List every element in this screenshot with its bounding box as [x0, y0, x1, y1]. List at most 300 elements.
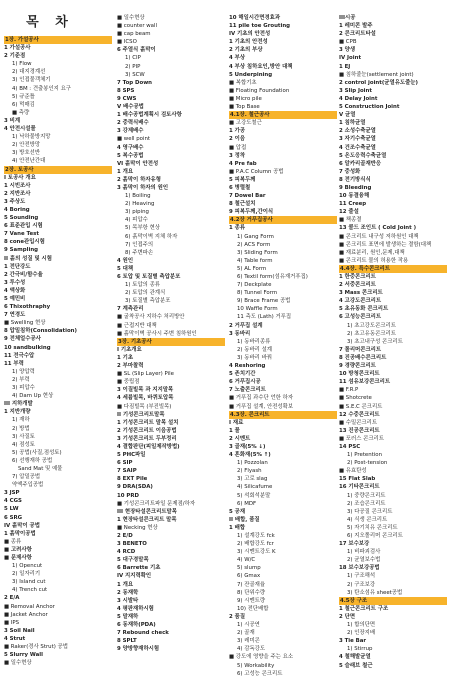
toc-entry: 3 양생	[339, 47, 356, 54]
toc-entry: 3 BENETO	[117, 541, 147, 548]
toc-entry: 3) 초고내구성 콘크리트	[347, 338, 403, 345]
toc-entry: 6 고성능콘크리트	[339, 314, 382, 321]
toc-entry: 1 개요	[117, 168, 134, 175]
toc-entry: 7 Dowel Bar	[229, 193, 266, 200]
toc-entry: I 재료	[229, 419, 244, 426]
toc-entry: 7 Rebound check	[117, 630, 169, 637]
toc-entry: 6) MDF	[237, 500, 257, 507]
chapter-heading: 3장. 기초공사	[117, 338, 225, 346]
toc-entry: 1) CIP	[125, 55, 141, 62]
toc-entry: 1) 낙하물방지망	[12, 134, 51, 141]
toc-entry: ■ F.R.P	[339, 387, 359, 394]
toc-entry: 2 거푸집 설계	[229, 322, 263, 329]
toc-column-3	[229, 14, 337, 678]
toc-entry: 3) 동바리 바꿔	[237, 354, 272, 361]
toc-entry: 8 SPS	[117, 87, 135, 94]
toc-entry: 7 연경도	[4, 312, 26, 319]
toc-entry: 1) 초고강도콘크리트	[347, 322, 396, 329]
toc-entry: 9 전체얼수공사	[4, 336, 41, 343]
toc-entry: 2) 부력	[12, 376, 30, 383]
toc-entry: 3 강제배수	[117, 128, 144, 135]
toc-entry: 3 Tie Bar	[339, 638, 367, 645]
toc-entry: 9) 시멘트량	[237, 597, 266, 604]
toc-entry: ■ 콘크리트 표면에 발생하는 결함(대책	[339, 241, 432, 248]
toc-entry: Sand Mat 및 예물	[18, 465, 63, 472]
toc-entry: 3) 레미콘	[237, 638, 260, 645]
toc-entry: 1) 중량콘크리트	[347, 492, 386, 499]
toc-entry: 1) 구조해석	[347, 573, 376, 580]
toc-entry: 4 부상	[229, 55, 246, 62]
toc-entry: 5) 공법(사질,점성토)	[12, 449, 62, 456]
toc-entry: 1 지반개량	[4, 409, 31, 416]
toc-entry: 2 기초의 부상	[229, 47, 263, 54]
toc-entry: 6 SRG	[4, 514, 23, 521]
toc-entry: 5 예민비	[4, 296, 26, 302]
toc-entry: 1) 시공연	[237, 622, 260, 629]
toc-entry: 2) Post-tension	[347, 460, 388, 467]
toc-entry: ■ Top Base	[229, 104, 260, 111]
toc-entry: ■ 근접지반 대책	[117, 322, 157, 329]
toc-entry: ■ 책종결	[339, 217, 362, 224]
toc-entry: 3 흙막이 하자의 원인	[117, 184, 169, 191]
toc-entry: ■ 고강도철근	[229, 120, 262, 127]
chapter-heading: 2장. 토공사	[4, 166, 112, 174]
toc-entry: 1 EJ	[339, 63, 351, 70]
toc-entry: 4) 점성토	[12, 441, 35, 448]
toc-entry: II 기성콘크리트말목	[117, 411, 165, 418]
toc-entry: 1 배합	[229, 524, 246, 531]
toc-entry: 2 기성콘크리트 이음공법	[117, 427, 177, 434]
toc-entry: 4 고강도콘크리트	[339, 298, 382, 305]
toc-entry: 1 한중콘크리트	[339, 274, 376, 280]
toc-entry: ■ 재료분리, 원인,문제,대책	[339, 249, 405, 256]
toc-entry: 14 PSC	[339, 443, 361, 450]
toc-entry: ■ 거푸집 과수단 언한 하자	[229, 395, 294, 402]
toc-entry: 6 Thixothraphy	[4, 304, 51, 311]
toc-entry: 7) 압밀공법	[12, 474, 41, 481]
toc-column-2	[117, 14, 225, 653]
toc-entry: 9) Brace Frame 공법	[237, 298, 291, 305]
toc-entry: 5) Workability	[237, 662, 275, 669]
toc-entry: 2) 일자리기	[12, 571, 41, 578]
toc-entry: 1 종류	[229, 225, 246, 232]
toc-entry: ■ Raker(경사 Strut) 공법	[4, 644, 68, 651]
toc-entry: ■ 문제사항	[4, 555, 32, 561]
toc-entry: 8) 주변파손	[125, 249, 154, 256]
toc-entry: 1 현장타설콘크리트 말목	[117, 516, 177, 523]
toc-entry: 9 경량콘크리트	[339, 363, 376, 370]
toc-entry: 2) 배합강도 fcr	[237, 541, 274, 548]
toc-entry: ■ 콘크리트 내구성 저하원인 대책	[339, 233, 419, 240]
toc-entry: 10 방청콘크리트	[339, 371, 380, 378]
toc-entry: 2 중력식배수	[117, 120, 149, 127]
toc-entry: 3) Sliding Form	[237, 249, 278, 256]
toc-entry: 3 이질빌목 과 지지말목	[117, 387, 174, 394]
toc-entry: 5) 자기치유 콘크리트	[347, 524, 398, 531]
toc-entry: 5 온도응력수축균열	[339, 152, 387, 159]
toc-entry: 4 Delay Joint	[339, 95, 378, 102]
toc-entry: 3) 사질토	[12, 433, 35, 440]
toc-entry: 12 줄설	[339, 209, 359, 216]
toc-entry: 3) Island cut	[12, 579, 46, 586]
toc-entry: 9 Bleeding	[339, 184, 372, 191]
toc-entry: III 지하개발	[4, 401, 33, 408]
toc-entry: 5 공재	[229, 508, 246, 515]
toc-entry: 4) Silicafume	[237, 484, 273, 491]
toc-entry: 8 cone관입시험	[4, 239, 45, 246]
toc-entry: 4) Table form	[237, 257, 273, 264]
toc-entry: 7 중성화	[339, 168, 361, 175]
toc-entry: 1 침하균열	[339, 120, 366, 127]
toc-entry: 1 가설공사	[4, 45, 31, 52]
toc-entry: 10 sandbulking	[4, 344, 51, 351]
toc-entry: 1 시빈조사	[4, 182, 31, 189]
toc-entry: 2 시멘트	[229, 435, 251, 442]
toc-entry: 4 안전시설물	[4, 126, 36, 133]
toc-entry: 8 전기방식식	[339, 176, 371, 183]
toc-entry: 5 대책	[117, 265, 134, 272]
toc-entry: 1) 양압력	[12, 368, 35, 375]
toc-entry: V 배수공법	[117, 104, 144, 111]
toc-entry: 12 수중콘크리트	[339, 411, 380, 418]
toc-entry: 9 Sampling	[4, 247, 39, 254]
toc-entry: 1 기초의 안전성	[229, 39, 268, 46]
toc-entry: 4) Trench cut	[12, 587, 48, 594]
toc-entry: ■ CPB	[339, 39, 357, 46]
toc-entry: 6) Gmax	[237, 573, 261, 580]
toc-entry: 5) 석회석분말	[237, 492, 271, 499]
toc-entry: 9 양방향재하시험	[117, 646, 160, 653]
toc-entry: 4 CGS	[4, 498, 22, 505]
toc-entry: IV 기초의 안전성	[229, 31, 271, 38]
toc-entry: 4 철해발균열	[339, 654, 371, 661]
toc-entry: 1) 합의단면	[347, 622, 376, 629]
toc-entry: 6) 흙막이벽 지체 하자	[125, 233, 178, 240]
toc-entry: II 흙의 성질 및 시험	[4, 255, 52, 262]
toc-entry: 6 알카리골재반응	[339, 160, 382, 167]
toc-column-4	[339, 14, 447, 670]
toc-entry: 6) 고성능 콘크리트	[237, 670, 283, 677]
toc-entry: ■ 일수현상	[117, 15, 145, 21]
toc-entry: 1 기성콘크리트 말목 설치	[117, 419, 179, 426]
toc-entry: 1 물	[229, 427, 240, 434]
chapter-heading: 4.5장 구조	[339, 597, 447, 605]
toc-entry: 5 Underpining	[229, 71, 273, 78]
toc-entry: 3) 인접물객체기	[12, 77, 51, 84]
toc-entry: 4 Reshoring	[229, 363, 266, 370]
toc-entry: 2 품질	[229, 613, 246, 620]
toc-entry: 5 존치기간	[229, 371, 256, 378]
toc-entry: 4 액상화	[4, 287, 26, 294]
toc-entry: 2 E/D	[117, 533, 133, 539]
chapter-heading: 4.3장. 콘크리트	[229, 411, 337, 419]
toc-entry: 1) Pozzolan	[237, 460, 268, 467]
toc-entry: 11 섬유보강콘크리트	[339, 379, 391, 386]
toc-entry: 4 RCD	[117, 549, 136, 556]
toc-entry: 1 흙막이공법	[4, 530, 36, 537]
toc-entry: 2 서중콘크리트	[339, 282, 376, 289]
toc-entry: 11 pile toe Grouting	[229, 23, 291, 30]
toc-entry: VI 흙막이 안전성	[117, 160, 159, 167]
toc-entry: ■ ICSO	[117, 39, 137, 46]
toc-entry: 6 주열식 흙막이	[117, 47, 156, 54]
toc-entry: 1 철근콘크리트 구조	[339, 605, 389, 612]
toc-entry: 2 이음	[229, 136, 246, 143]
toc-entry: 2 단면	[339, 613, 356, 620]
toc-entry: 6 표준관입 시험	[4, 223, 43, 230]
chapter-heading: 4.4장. 특수콘크리트	[339, 265, 447, 273]
toc-entry: ■ SL (Slip Layer) Pile	[117, 371, 174, 378]
toc-entry: 2) 토압의 관계식	[125, 290, 166, 297]
toc-entry: 2) ACS Form	[237, 241, 271, 248]
toc-entry: 5 말재하	[117, 613, 139, 620]
toc-entry: 3) 고로 slag	[237, 476, 268, 483]
toc-entry: 6 병렬철	[229, 184, 251, 191]
toc-entry: 3 Soil Nail	[4, 627, 35, 634]
toc-entry: 18 보수보강공법	[339, 565, 380, 572]
toc-entry: ■ 콘크리트 물의 허용한 작용	[339, 257, 409, 264]
page-title: 목 차	[26, 15, 74, 30]
toc-entry: 4 세륨빌목, 바퀴토압목	[117, 395, 174, 402]
toc-entry: 1) 동바리종류	[237, 338, 271, 345]
toc-entry: 1) 토압의 종류	[125, 282, 160, 289]
toc-entry: 8 철근설치	[229, 201, 256, 208]
toc-entry: ■ Micro pile	[229, 95, 262, 102]
toc-entry: 2) Heaving	[125, 201, 155, 208]
toc-entry: 10 Waffle Form	[237, 306, 278, 313]
toc-entry: II 배합, 품질	[229, 516, 260, 523]
toc-entry: 11 Creep	[339, 201, 367, 208]
toc-entry: 2 control joint(균열유도줄눈)	[339, 79, 419, 86]
toc-entry: ■ 복합기초	[229, 79, 257, 86]
toc-entry: 5 슬래브 철근	[339, 662, 373, 669]
toc-entry: 6 토압 및 토질별 측압분포	[117, 274, 181, 280]
toc-entry: 5 초유동화 콘크리트	[339, 306, 389, 313]
toc-entry: 9 CWS	[117, 95, 137, 102]
toc-entry: 2 콘크리트타설	[339, 31, 376, 38]
toc-entry: 2) 대지경계선	[12, 69, 46, 76]
toc-entry: 2 소성수축균열	[339, 128, 376, 135]
toc-entry: IV 지지력확인	[117, 573, 152, 580]
toc-entry: 1) Flow	[12, 61, 32, 68]
toc-entry: 4) 감독강도	[237, 646, 266, 653]
toc-entry: 4 영구배수	[117, 144, 144, 151]
chapter-heading: 4.1장. 철근공사	[229, 111, 337, 119]
toc-entry: 3) 시멘트강도 K	[237, 549, 276, 556]
toc-entry: 2) Flyash	[237, 468, 262, 475]
toc-entry: 1) 비파괴검사	[347, 549, 381, 556]
toc-entry: ■ Shotcrete	[339, 395, 372, 402]
toc-entry: 1) Boiling	[125, 193, 151, 200]
toc-entry: 2) 방법	[12, 425, 30, 432]
toc-entry: 3 기성콘크리트 두부정리	[117, 435, 177, 442]
toc-entry: 8) Tunnel Form	[237, 290, 278, 297]
toc-entry: 4 Boring	[4, 206, 30, 213]
toc-entry: 7) 잔골재율	[237, 581, 266, 588]
toc-entry: 2 흙막이 하자유형	[117, 176, 161, 183]
toc-entry: 6 거푸집시공	[229, 379, 261, 386]
toc-entry: 3) 다공질 콘크리트	[347, 508, 393, 515]
toc-entry: ■ IPS	[4, 619, 20, 626]
toc-entry: 1) 재하	[12, 417, 30, 424]
toc-entry: 2) 조습콘크리트	[347, 500, 386, 507]
toc-entry: 4 원인	[117, 257, 134, 264]
toc-entry: 2) 구조보강	[347, 581, 376, 588]
toc-entry: I 토공사 개요	[4, 174, 36, 181]
toc-entry: 16 기타콘크리트	[339, 484, 380, 491]
toc-entry: ■ 압접	[229, 144, 247, 151]
toc-entry: ■ 측량	[12, 109, 30, 116]
toc-entry: 8 진공배수콘크리트	[339, 354, 387, 361]
toc-entry: 11 부력	[4, 360, 24, 367]
toc-entry: 4) Dam Up 현상	[12, 393, 54, 400]
toc-entry: 8) 단위수량	[237, 589, 266, 596]
toc-entry: 10) 전단배합	[237, 605, 269, 612]
toc-entry: 8 SPLT	[117, 638, 137, 645]
toc-entry: 7) 인접주의	[125, 241, 154, 248]
toc-entry: 8 압밀침하(Consolidation)	[4, 328, 77, 335]
toc-entry: 4 부상 침하요인,방안 대책	[229, 63, 293, 70]
toc-entry: 3 JSP	[4, 490, 20, 497]
toc-entry: 5 PHC파일	[117, 452, 146, 459]
toc-entry: 17 보수보강	[339, 541, 370, 548]
toc-entry: V 균열	[339, 112, 356, 119]
toc-entry: 7) Deckplate	[237, 282, 272, 289]
toc-entry: 3 주상도	[4, 198, 26, 205]
toc-entry: 4) 피압수	[125, 217, 148, 224]
toc-entry: IV Joint	[339, 55, 362, 62]
toc-entry: 4 결합판단(피일제작방법)	[117, 443, 180, 450]
toc-entry: 2) 동바리 설계	[237, 346, 272, 353]
toc-entry: 4 혼화재(5% ↑)	[229, 452, 271, 459]
toc-entry: 15 Flat Slab	[339, 476, 376, 483]
toc-entry: 1 전단강도	[4, 263, 31, 270]
toc-entry: 7 계측관리	[117, 306, 144, 313]
toc-entry: III 현장타설콘크리트말목	[117, 508, 177, 515]
toc-entry: 4) 식생 콘크리트	[347, 516, 388, 523]
toc-entry: 11 측도 (Lath) 거푸집	[237, 314, 292, 321]
chapter-heading: 1장. 가설공사	[4, 36, 112, 44]
toc-entry: ■ Removal Anchor	[4, 603, 55, 610]
toc-entry: 1) Stirrup	[347, 646, 373, 653]
toc-entry: 6 SIP	[117, 460, 133, 467]
toc-entry: 6) 선행재하 공법	[12, 457, 53, 464]
toc-entry: 13 콜드 조인트 ( Cold Joint )	[339, 225, 417, 232]
toc-entry: 9 피복두께,간이식	[229, 209, 274, 216]
toc-entry: 13 진공콘크리트	[339, 427, 380, 434]
toc-entry: 3 Slip Joint	[339, 87, 372, 94]
toc-entry: 2) 골재	[237, 630, 255, 637]
toc-entry: ■ Necking 현상	[117, 524, 158, 531]
toc-entry: 3 비계	[4, 117, 21, 124]
toc-entry: 5) 규준틀	[12, 93, 35, 100]
toc-entry: IV 흙막이 공법	[4, 522, 40, 529]
toc-entry: ■ 고려사항	[4, 546, 32, 553]
toc-column-1	[4, 36, 112, 667]
toc-entry: 2 간극비/함수율	[4, 271, 43, 278]
toc-entry: ■ P.A.C Column 공법	[229, 168, 284, 175]
toc-entry: 1) Opencut	[12, 563, 43, 570]
toc-entry: 1 개요	[117, 581, 134, 588]
toc-entry: 1) Pretention	[347, 452, 382, 459]
toc-entry: 10 해일시간면경효과	[229, 15, 281, 21]
toc-entry: 5 LW	[4, 506, 19, 513]
toc-entry: 3 골재(5% ↓)	[229, 443, 266, 450]
toc-entry: 2 E/A	[4, 595, 20, 602]
toc-entry: 2 동재학	[117, 589, 139, 596]
toc-entry: 4) W/C	[237, 557, 256, 564]
toc-entry: 7 Top Down	[117, 79, 153, 86]
toc-entry: III시공	[339, 15, 356, 21]
toc-entry: ■ 침하줄눈(settlement joint)	[339, 71, 414, 78]
toc-entry: 1 레미콘 발주	[339, 23, 373, 30]
toc-entry: 3 시발타	[117, 597, 139, 604]
toc-entry: ■ 일수현상	[4, 660, 32, 667]
toc-entry: 4) 안전난간대	[12, 158, 46, 165]
toc-entry: 4 Pre fab	[229, 160, 257, 167]
toc-entry: 2) PIP	[125, 63, 141, 70]
toc-entry: 5 복수공법	[117, 152, 144, 159]
toc-entry: 6) 먹매김	[12, 101, 35, 108]
toc-entry: ■ 다짐빌목 (부진빌목)	[117, 403, 172, 410]
toc-entry: 2) 인장지배	[347, 630, 376, 637]
toc-entry: ■ 유효탄성	[339, 468, 367, 475]
toc-entry: 5) slump	[237, 565, 261, 572]
toc-entry: 3) SCW	[125, 71, 145, 78]
toc-entry: ■ 종류	[4, 538, 22, 545]
toc-entry: 1 기초	[117, 354, 134, 361]
toc-entry: ■ Swelling 현상	[4, 320, 46, 327]
toc-entry: ■ 중립점	[117, 379, 140, 386]
toc-entry: 9 DRA(SDA)	[117, 484, 153, 491]
toc-entry: 4 건조수축균열	[339, 144, 376, 151]
toc-entry: ■ 포러스 콘크리트	[339, 435, 384, 442]
toc-entry: 7 노출콘크리트	[229, 387, 266, 394]
toc-entry: 2 부마찰력	[117, 363, 144, 370]
toc-entry: 2 지반조사	[4, 190, 31, 197]
toc-entry: 5 Slurry Wall	[4, 652, 43, 659]
toc-entry: 4 Strut	[4, 635, 26, 642]
toc-entry: ■ Floating Foundation	[229, 87, 290, 94]
chapter-heading: 4.2장 거푸집공사	[229, 216, 337, 224]
toc-entry: 3 자기수축균열	[339, 136, 376, 143]
toc-entry: ■ well point	[117, 136, 150, 143]
toc-entry: 5 Construction Joint	[339, 104, 400, 111]
toc-entry: 3 투수성	[4, 279, 26, 286]
toc-entry: 7 Vane Test	[4, 231, 39, 238]
toc-entry: 3) 방호선반	[12, 150, 41, 157]
toc-entry: 7 SAIP	[117, 468, 137, 475]
toc-entry: 5 피복두께	[229, 176, 256, 183]
toc-entry: 5 Sounding	[4, 215, 39, 222]
toc-entry: ■ 수밀콘크리트	[339, 419, 378, 426]
toc-entry: 1) 설계강도 fck	[237, 533, 275, 539]
toc-entry: 5) 목부항 현상	[125, 225, 160, 232]
toc-entry: 1) Gang Form	[237, 233, 274, 240]
toc-entry: ■ 기성콘크리트파일 문제점/하자	[117, 500, 196, 507]
toc-entry: 4 평판재하시험	[117, 605, 154, 612]
toc-entry: 10 동결융해	[339, 193, 370, 200]
toc-entry: 1 배수공법계획시 검토사항	[117, 112, 182, 119]
toc-entry: ■ 거푸집 설계, 안전성확보	[229, 403, 294, 410]
toc-entry: 11 전극수압	[4, 352, 35, 359]
toc-entry: 3) piping	[125, 209, 149, 216]
toc-entry: 3 동바리	[229, 330, 251, 337]
toc-entry: 3) 탄소섬유 sheet공법	[347, 589, 403, 596]
toc-entry: ■ 강도에 영향을 주는 요소	[229, 654, 294, 661]
toc-entry: 7 폴리머콘크리트	[339, 346, 382, 353]
toc-entry: I 기초개요	[117, 346, 142, 353]
